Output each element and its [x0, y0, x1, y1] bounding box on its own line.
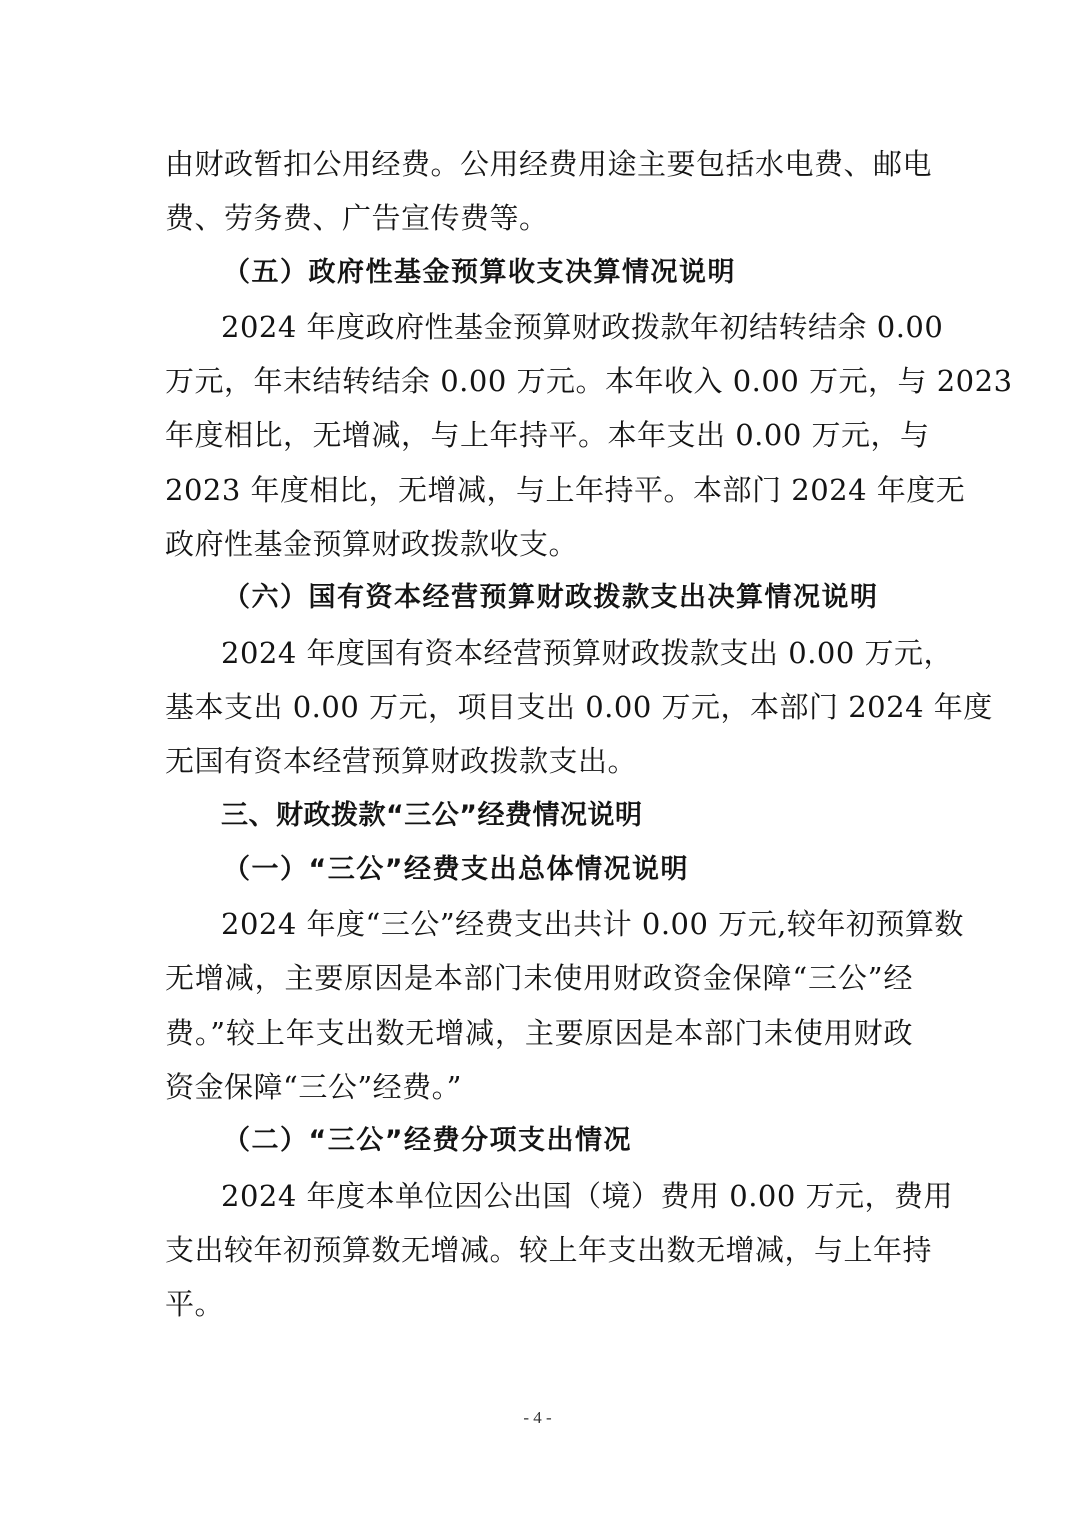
page-number: - 4 - [523, 1408, 552, 1427]
document-body [165, 137, 1013, 1332]
paragraph-line: 2024 年度政府性基金预算财政拨款年初结转结余 0.00 [221, 309, 944, 344]
subsection-heading: （五）政府性基金预算收支决算情况说明 [223, 256, 736, 288]
paragraph-line: 资金保障“三公”经费。” [165, 1070, 462, 1105]
paragraph-line: 由财政暂扣公用经费。公用经费用途主要包括水电费、邮电 [165, 147, 933, 181]
paragraph-line: 无国有资本经营预算财政拨款支出。 [165, 744, 638, 779]
subsection-heading: （一）“三公”经费支出总体情况说明 [223, 853, 689, 885]
paragraph-line: 支出较年初预算数无增减。较上年支出数无增减，与上年持 [165, 1232, 933, 1267]
paragraph-line: 年度相比，无增减，与上年持平。本年支出 0.00 万元，与 [165, 418, 930, 453]
section-heading: 三、财政拨款“三公”经费情况说明 [221, 799, 643, 831]
subsection-heading: （六）国有资本经营预算财政拨款支出决算情况说明 [223, 582, 879, 614]
paragraph-line: 2024 年度本单位因公出国（境）费用 0.00 万元，费用 [221, 1178, 954, 1213]
paragraph-line: 2023 年度相比，无增减，与上年持平。本部门 2024 年度无 [165, 472, 966, 507]
paragraph-line: 无增减，主要原因是本部门未使用财政资金保障“三公”经 [165, 961, 913, 996]
subsection-heading: （二）“三公”经费分项支出情况 [223, 1125, 632, 1157]
paragraph-line: 2024 年度“三公”经费支出共计 0.00 万元,较年初预算数 [221, 907, 964, 942]
paragraph-line: 费。”较上年支出数无增减，主要原因是本部门未使用财政 [165, 1015, 913, 1050]
paragraph-line: 平。 [165, 1287, 225, 1322]
paragraph-line: 政府性基金预算财政拨款收支。 [165, 527, 579, 562]
paragraph-line: 基本支出 0.00 万元，项目支出 0.00 万元，本部门 2024 年度 [165, 689, 993, 724]
paragraph-line: 费、劳务费、广告宣传费等。 [165, 201, 549, 236]
paragraph-line: 万元，年末结转结余 0.00 万元。本年收入 0.00 万元，与 2023 [165, 364, 1013, 399]
paragraph-line: 2024 年度国有资本经营预算财政拨款支出 0.00 万元， [221, 635, 954, 670]
